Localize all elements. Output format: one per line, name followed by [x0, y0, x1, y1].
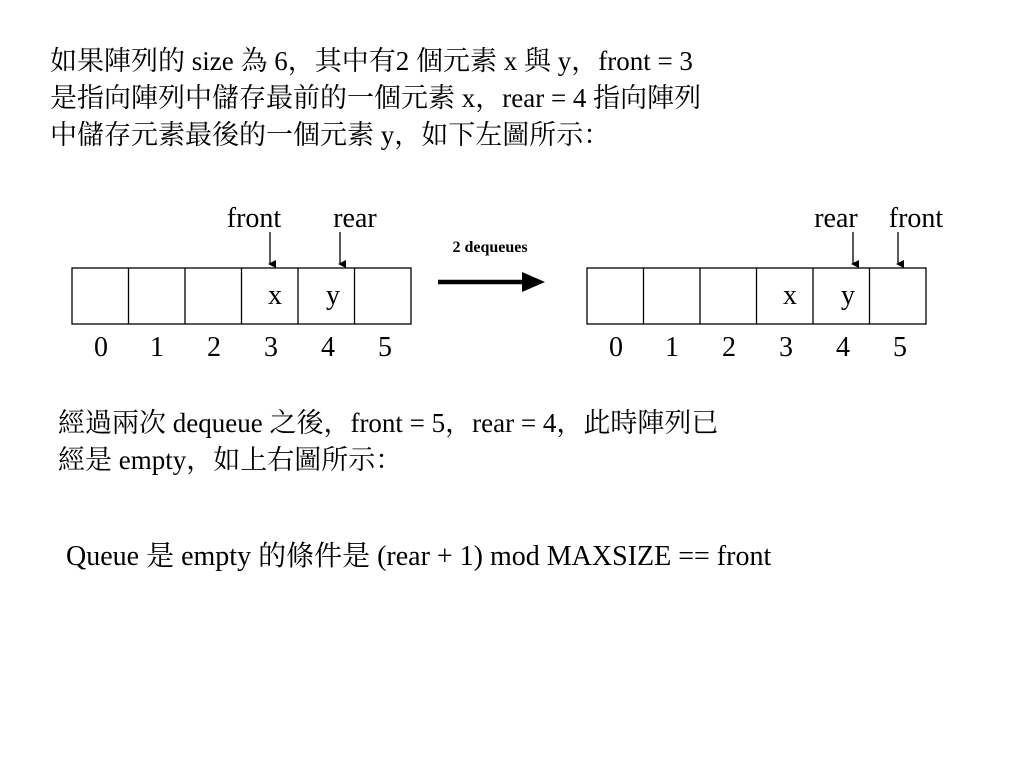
right-array: [587, 203, 943, 363]
right-cell-3-value: x: [783, 280, 797, 311]
left-index-5: 5: [378, 332, 392, 363]
right-rear-label: rear: [814, 203, 858, 234]
right-index-1: 1: [665, 332, 679, 363]
right-index-0: 0: [609, 332, 623, 363]
left-index-4: 4: [321, 332, 335, 363]
left-cell-3-value: x: [268, 280, 282, 311]
left-index-3: 3: [264, 332, 278, 363]
after-line-2: 經是 empty，如上右圖所示：: [58, 445, 403, 475]
intro-line-3: 中儲存元素最後的一個元素 y，如下左圖所示：: [50, 120, 611, 150]
right-index-4: 4: [836, 332, 850, 363]
intro-paragraph: [50, 43, 701, 154]
left-rear-label: rear: [333, 203, 377, 234]
left-front-label: front: [226, 203, 282, 234]
left-array: [72, 203, 411, 363]
right-index-3: 3: [779, 332, 793, 363]
after-line-1: 經過兩次 dequeue 之後，front = 5，rear = 4，此時陣列已: [58, 408, 719, 438]
after-dequeue-paragraph: [58, 405, 718, 479]
intro-line-2: 是指向陣列中儲存最前的一個元素 x，rear = 4 指向陣列: [50, 83, 702, 113]
left-index-1: 1: [150, 332, 164, 363]
right-front-label: front: [888, 203, 944, 234]
right-index-5: 5: [893, 332, 907, 363]
left-array-frame: [72, 268, 411, 324]
left-index-0: 0: [94, 332, 108, 363]
left-cell-4-value: y: [326, 280, 340, 311]
right-index-2: 2: [722, 332, 736, 363]
right-array-frame: [587, 268, 926, 324]
transition-label: 2 dequeues: [452, 239, 528, 256]
right-cell-4-value: y: [841, 280, 855, 311]
left-index-2: 2: [207, 332, 221, 363]
transition-arrow-head: [522, 272, 545, 292]
empty-condition-statement: Queue 是 empty 的條件是 (rear + 1) mod MAXSIZE == front: [66, 541, 772, 572]
intro-line-1: 如果陣列的 size 為 6，其中有2 個元素 x 與 y，front = 3: [50, 46, 693, 76]
dequeue-transition: [438, 239, 545, 292]
